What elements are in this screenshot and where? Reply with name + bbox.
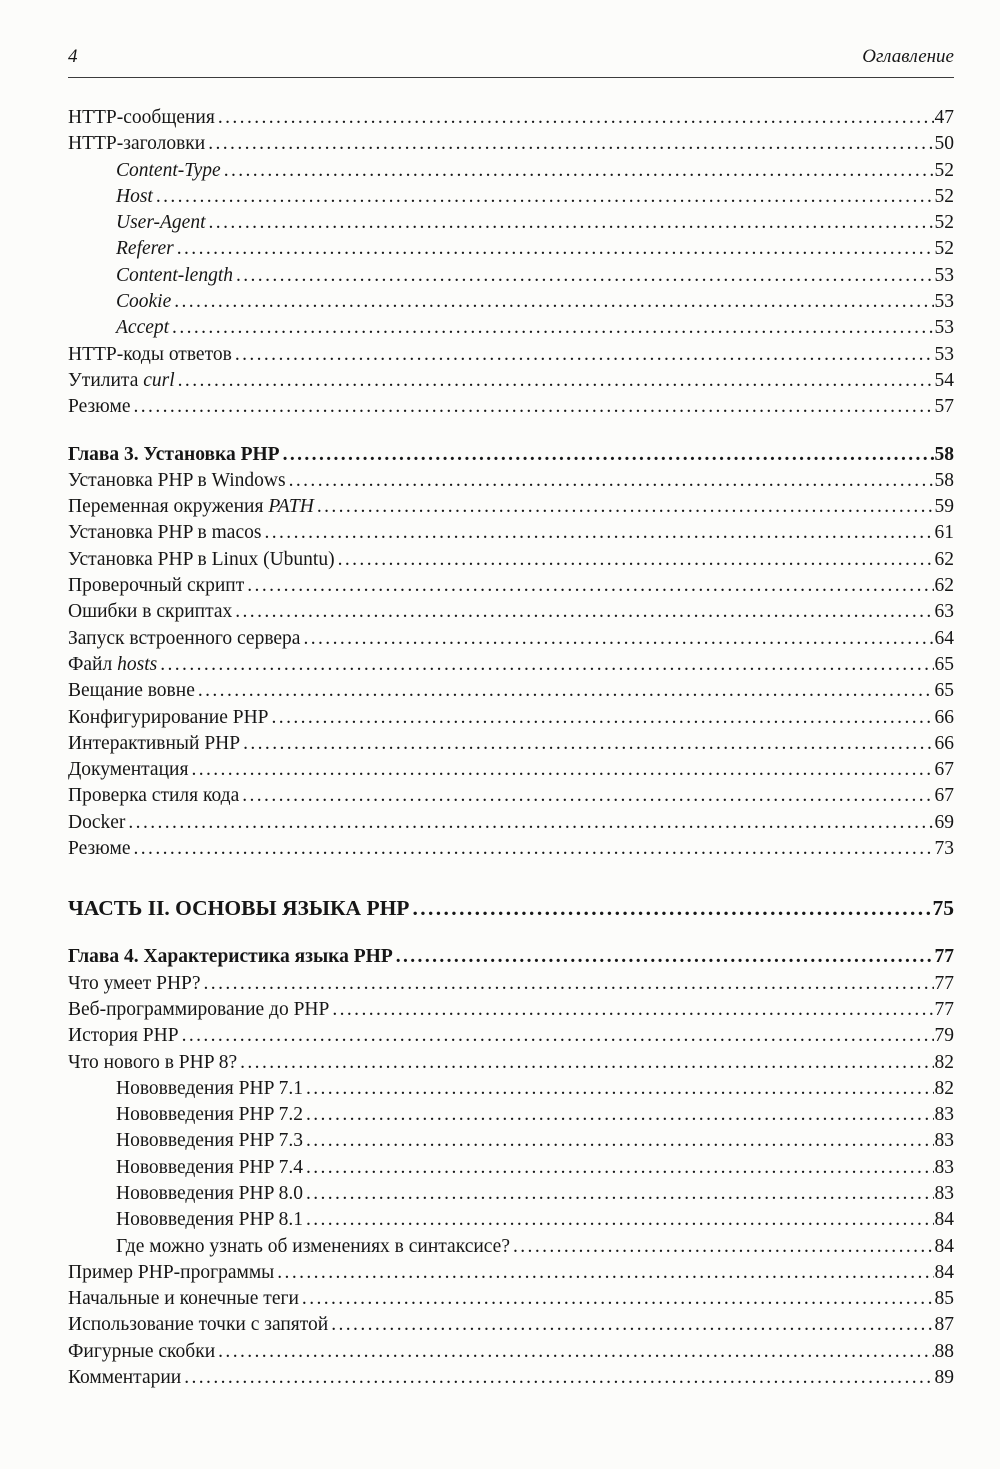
toc-entry-label: Content-Type xyxy=(116,159,221,181)
toc-entry-page-number: 84 xyxy=(934,1235,954,1257)
toc-entry-page-number: 65 xyxy=(934,680,954,702)
toc-entry xyxy=(68,836,954,862)
toc-entry-page-number: 57 xyxy=(934,396,954,418)
toc-entry-label: Конфигурирование PHP xyxy=(68,706,269,728)
toc-entry-page-number: 73 xyxy=(934,838,954,860)
toc-entry-page-number: 85 xyxy=(934,1288,954,1310)
toc-entry xyxy=(68,1312,954,1338)
dot-leader xyxy=(134,394,934,420)
toc-entry xyxy=(68,573,954,599)
toc-entry-label: Referer xyxy=(116,238,174,260)
toc-entry xyxy=(68,131,954,157)
toc-entry-page-number: 83 xyxy=(934,1182,954,1204)
toc-entry-label-italic-part: PATH xyxy=(268,496,314,518)
toc-entry xyxy=(68,944,954,970)
toc-entry xyxy=(68,1155,954,1181)
toc-entry-label: ЧАСТЬ II. ОСНОВЫ ЯЗЫКА PHP xyxy=(68,896,410,921)
toc-entry-label: Host xyxy=(116,185,153,207)
toc-list xyxy=(68,105,954,1391)
toc-entry-page-number: 89 xyxy=(934,1367,954,1389)
toc-entry-label: Утилита curl xyxy=(68,369,175,391)
toc-entry-label: Установка PHP в Linux (Ubuntu) xyxy=(68,548,335,570)
toc-entry-page-number: 63 xyxy=(934,601,954,623)
toc-entry-page-number: 83 xyxy=(934,1104,954,1126)
toc-entry-page-number: 58 xyxy=(934,443,954,465)
toc-entry xyxy=(68,1260,954,1286)
toc-entry-page-number: 50 xyxy=(934,133,954,155)
dot-leader xyxy=(182,1023,934,1049)
toc-entry xyxy=(68,520,954,546)
dot-leader xyxy=(184,1365,933,1391)
toc-entry-label: Резюме xyxy=(68,838,131,860)
dot-leader xyxy=(396,944,934,970)
toc-entry-label-italic-part: hosts xyxy=(117,653,158,675)
toc-entry xyxy=(68,1365,954,1391)
toc-entry xyxy=(68,315,954,341)
toc-entry xyxy=(68,997,954,1023)
dot-leader xyxy=(235,599,933,625)
toc-entry xyxy=(68,1076,954,1102)
dot-leader xyxy=(264,520,933,546)
toc-entry-page-number: 53 xyxy=(934,264,954,286)
toc-entry-label: Глава 3. Установка PHP xyxy=(68,443,280,465)
toc-entry xyxy=(68,368,954,394)
toc-entry xyxy=(68,236,954,262)
toc-entry xyxy=(68,184,954,210)
toc-entry xyxy=(68,1181,954,1207)
toc-entry xyxy=(68,626,954,652)
toc-entry-page-number: 54 xyxy=(934,369,954,391)
toc-entry-page-number: 53 xyxy=(934,291,954,313)
toc-entry-page-number: 77 xyxy=(934,946,954,968)
dot-leader xyxy=(208,131,933,157)
dot-leader xyxy=(218,105,934,131)
dot-leader xyxy=(247,573,933,599)
toc-entry-label: Что умеет PHP? xyxy=(68,972,201,994)
toc-entry-label: Вещание вовне xyxy=(68,680,195,702)
toc-entry-label: Интерактивный PHP xyxy=(68,732,241,754)
dot-leader xyxy=(160,652,933,678)
toc-entry xyxy=(68,652,954,678)
toc-entry xyxy=(68,1023,954,1049)
toc-entry-label-italic-part: curl xyxy=(143,369,175,391)
running-head-title: Оглавление xyxy=(862,46,954,67)
page-number: 4 xyxy=(68,46,78,67)
toc-entry-label: Глава 4. Характеристика языка PHP xyxy=(68,946,393,968)
dot-leader xyxy=(198,678,934,704)
dot-leader xyxy=(172,315,933,341)
dot-leader xyxy=(513,1234,934,1260)
toc-entry-label: Нововведения PHP 8.0 xyxy=(116,1182,303,1204)
toc-entry-label: HTTP-заголовки xyxy=(68,133,206,155)
toc-entry xyxy=(68,1286,954,1312)
dot-leader xyxy=(177,236,934,262)
toc-entry xyxy=(68,731,954,757)
toc-entry-page-number: 66 xyxy=(934,732,954,754)
dot-leader xyxy=(332,997,933,1023)
toc-entry-label: User-Agent xyxy=(116,212,206,234)
toc-entry-label: HTTP-коды ответов xyxy=(68,343,232,365)
dot-leader xyxy=(243,731,933,757)
toc-entry-label: Accept xyxy=(116,317,170,339)
toc-entry-page-number: 82 xyxy=(934,1051,954,1073)
toc-entry xyxy=(68,210,954,236)
toc-entry xyxy=(68,342,954,368)
toc-entry-label: История PHP xyxy=(68,1025,179,1047)
toc-entry-page-number: 88 xyxy=(934,1340,954,1362)
toc-entry-label: Проверочный скрипт xyxy=(68,575,245,597)
dot-leader xyxy=(306,1155,934,1181)
dot-leader xyxy=(306,1076,934,1102)
toc-entry xyxy=(68,394,954,420)
dot-leader xyxy=(306,1207,934,1233)
dot-leader xyxy=(156,184,934,210)
toc-entry-label: Использование точки с запятой xyxy=(68,1314,329,1336)
toc-entry-page-number: 82 xyxy=(934,1077,954,1099)
dot-leader xyxy=(178,368,934,394)
toc-entry-page-number: 52 xyxy=(934,185,954,207)
toc-entry-label: Комментарии xyxy=(68,1367,182,1389)
dot-leader xyxy=(289,468,934,494)
dot-leader xyxy=(306,1181,934,1207)
toc-entry xyxy=(68,1339,954,1365)
dot-leader xyxy=(218,1339,933,1365)
toc-entry-page-number: 77 xyxy=(934,972,954,994)
toc-entry-page-number: 67 xyxy=(934,785,954,807)
dot-leader xyxy=(277,1260,933,1286)
toc-entry xyxy=(68,494,954,520)
toc-entry-page-number: 62 xyxy=(934,548,954,570)
toc-entry-page-number: 58 xyxy=(934,469,954,491)
toc-entry-label: Веб-программирование до PHP xyxy=(68,998,330,1020)
dot-leader xyxy=(338,547,934,573)
toc-entry-page-number: 66 xyxy=(934,706,954,728)
toc-entry xyxy=(68,783,954,809)
toc-entry xyxy=(68,971,954,997)
running-head xyxy=(68,46,954,78)
toc-entry xyxy=(68,705,954,731)
toc-entry-label: Ошибки в скриптах xyxy=(68,601,233,623)
toc-entry-label: Пример PHP-программы xyxy=(68,1261,275,1283)
toc-entry-label: Установка PHP в macos xyxy=(68,522,262,544)
toc-entry-page-number: 65 xyxy=(934,653,954,675)
toc-entry-page-number: 84 xyxy=(934,1261,954,1283)
toc-entry xyxy=(68,158,954,184)
toc-entry-label: HTTP-сообщения xyxy=(68,107,215,128)
toc-entry xyxy=(68,1234,954,1260)
dot-leader xyxy=(240,1050,933,1076)
toc-entry xyxy=(68,599,954,625)
dot-leader xyxy=(331,1312,933,1338)
toc-entry-label: Что нового в PHP 8? xyxy=(68,1051,238,1073)
toc-entry-label: Резюме xyxy=(68,396,131,418)
toc-entry-page-number: 52 xyxy=(934,238,954,260)
toc-entry-page-number: 83 xyxy=(934,1156,954,1178)
toc-entry-page-number: 64 xyxy=(934,627,954,649)
toc-entry-page-number: 87 xyxy=(934,1314,954,1336)
toc-entry xyxy=(68,757,954,783)
toc-entry-label: Cookie xyxy=(116,291,172,313)
dot-leader xyxy=(242,783,933,809)
toc-entry xyxy=(68,893,954,923)
dot-leader xyxy=(303,626,933,652)
dot-leader xyxy=(191,757,933,783)
dot-leader xyxy=(306,1128,934,1154)
toc-entry-page-number: 53 xyxy=(934,343,954,365)
toc-entry-page-number: 77 xyxy=(934,998,954,1020)
dot-leader xyxy=(306,1102,934,1128)
toc-entry-label: Нововведения PHP 7.4 xyxy=(116,1156,303,1178)
dot-leader xyxy=(224,158,934,184)
toc-entry-label: Проверка стиля кода xyxy=(68,785,240,807)
toc-entry xyxy=(68,810,954,836)
toc-entry xyxy=(68,289,954,315)
toc-entry-page-number: 52 xyxy=(934,159,954,181)
dot-leader xyxy=(302,1286,934,1312)
toc-entry-label: Нововведения PHP 7.1 xyxy=(116,1077,303,1099)
toc-entry-label: Нововведения PHP 8.1 xyxy=(116,1209,303,1231)
toc-entry xyxy=(68,1102,954,1128)
dot-leader xyxy=(272,705,934,731)
toc-entry-page-number: 59 xyxy=(934,496,954,518)
toc-entry-page-number: 62 xyxy=(934,575,954,597)
toc-entry xyxy=(68,547,954,573)
dot-leader xyxy=(174,289,933,315)
toc-entry xyxy=(68,105,954,131)
toc-entry-label: Content-length xyxy=(116,264,233,286)
toc-entry-page-number: 53 xyxy=(934,317,954,339)
toc-entry-label: Фигурные скобки xyxy=(68,1340,216,1362)
toc-entry xyxy=(68,1050,954,1076)
toc-entry xyxy=(68,1207,954,1233)
dot-leader xyxy=(134,836,934,862)
toc-entry-label: Документация xyxy=(68,759,189,781)
dot-leader xyxy=(236,263,934,289)
toc-entry-page-number: 83 xyxy=(934,1130,954,1152)
toc-entry xyxy=(68,1128,954,1154)
toc-entry-label: Запуск встроенного сервера xyxy=(68,627,301,649)
toc-entry-page-number: 75 xyxy=(932,896,954,921)
dot-leader xyxy=(283,442,934,468)
toc-entry xyxy=(68,263,954,289)
toc-entry-label: Начальные и конечные теги xyxy=(68,1288,299,1310)
toc-entry-label: Файл hosts xyxy=(68,653,158,675)
toc-entry xyxy=(68,442,954,468)
dot-leader xyxy=(128,810,933,836)
toc-entry-label: Установка PHP в Windows xyxy=(68,469,286,491)
dot-leader xyxy=(412,893,931,923)
dot-leader xyxy=(235,342,934,368)
toc-entry-label: Где можно узнать об изменениях в синтаксисе? xyxy=(116,1235,510,1257)
toc-entry-page-number: 67 xyxy=(934,759,954,781)
toc-entry-page-number: 52 xyxy=(934,212,954,234)
toc-entry xyxy=(68,468,954,494)
toc-entry-page-number: 69 xyxy=(934,811,954,833)
toc-entry-label: Docker xyxy=(68,811,126,833)
dot-leader xyxy=(209,210,934,236)
toc-entry-label: Переменная окружения PATH xyxy=(68,496,314,518)
dot-leader xyxy=(317,494,934,520)
toc-entry-label: Нововведения PHP 7.2 xyxy=(116,1104,303,1126)
toc-entry-page-number: 61 xyxy=(934,522,954,544)
dot-leader xyxy=(204,971,934,997)
toc-entry-page-number: 79 xyxy=(934,1025,954,1047)
toc-entry xyxy=(68,678,954,704)
toc-entry-page-number: 47 xyxy=(934,107,954,128)
toc-entry-page-number: 84 xyxy=(934,1209,954,1231)
toc-entry-label: Нововведения PHP 7.3 xyxy=(116,1130,303,1152)
